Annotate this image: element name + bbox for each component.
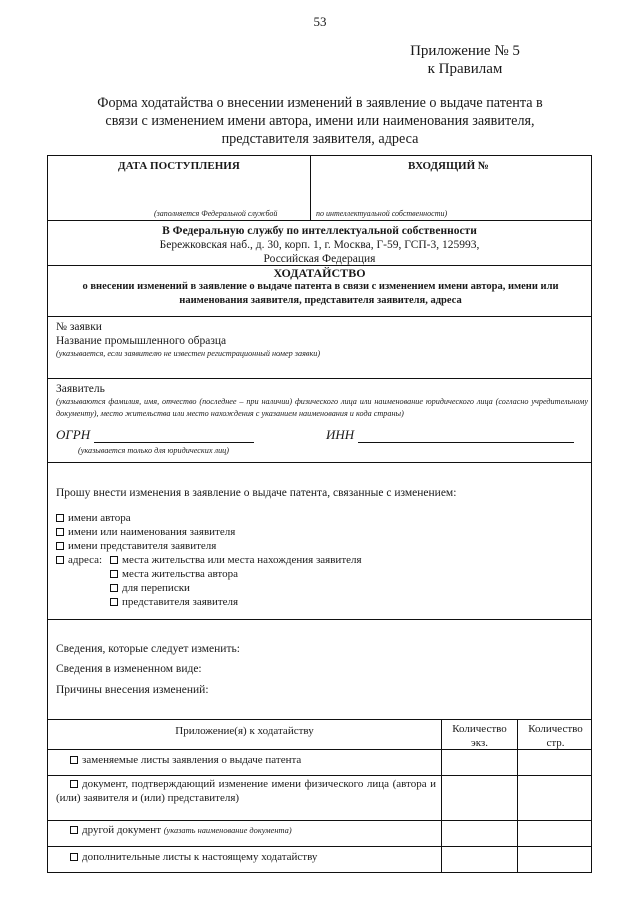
option-applicant-name[interactable]: имени или наименования заявителя bbox=[56, 526, 235, 539]
addressee-line1: В Федеральную службу по интеллектуальной собственности bbox=[162, 225, 477, 237]
petition-form bbox=[47, 155, 592, 873]
changes-intro: Прошу внести изменения в заявление о выдаче патента, связанные с изменением: bbox=[56, 487, 457, 499]
details-changed: Сведения в измененном виде: bbox=[56, 663, 202, 675]
checkbox[interactable] bbox=[56, 542, 64, 550]
copies-header bbox=[442, 722, 517, 750]
page-number: 53 bbox=[313, 14, 327, 29]
attachment-row-name-change-document[interactable]: документ, подтверждающий изменение имени физического лица (автора и (или) заявителя и (или) представителя) bbox=[56, 778, 436, 804]
attachment-row-additional-sheets[interactable]: дополнительные листы к настоящему ходатайству bbox=[70, 850, 317, 864]
checkbox[interactable] bbox=[110, 598, 118, 606]
option-author-name[interactable]: имени автора bbox=[56, 512, 131, 525]
petition-title: ХОДАТАЙСТВО bbox=[273, 266, 366, 280]
option-representative-name[interactable]: имени представителя заявителя bbox=[56, 540, 216, 553]
pages-header-line1: Количество bbox=[528, 723, 583, 735]
addressee-line2: Бережковская наб., д. 30, корп. 1, г. Москва, Г-59, ГСП-3, 125993, bbox=[159, 239, 480, 251]
attachment-row-replacement-sheets[interactable]: заменяемые листы заявления о выдаче патента bbox=[70, 753, 301, 767]
annex-line2: к Правилам bbox=[427, 61, 503, 77]
checkbox[interactable] bbox=[70, 853, 78, 861]
option-address-author[interactable]: места жительства автора bbox=[110, 568, 238, 581]
applicant-note: (указываются фамилия, имя, отчество (последнее – при наличии) физического лица или наименование юридического лица (согласно учредительному документу), место жительства или место нахождения с указанием наименования и кода страны) bbox=[56, 397, 588, 418]
design-name-label: Название промышленного образца bbox=[56, 335, 227, 347]
divider bbox=[48, 719, 591, 720]
applicant-label: Заявитель bbox=[56, 383, 105, 395]
divider bbox=[48, 775, 591, 776]
divider bbox=[48, 846, 591, 847]
inn-label: ИНН bbox=[326, 427, 355, 442]
checkbox[interactable] bbox=[110, 556, 118, 564]
addressee-line3: Российская Федерация bbox=[263, 253, 376, 265]
ogrn-field[interactable] bbox=[94, 430, 254, 443]
copies-header-line1: Количество bbox=[452, 723, 507, 735]
petition-subtitle: о внесении изменений в заявление о выдаче патента в связи с изменением имени автора, имени или наименования заявителя, представителя заявителя, адреса bbox=[82, 281, 559, 306]
option-address-correspondence[interactable]: для переписки bbox=[110, 582, 190, 595]
details-reasons: Причины внесения изменений: bbox=[56, 684, 209, 696]
checkbox[interactable] bbox=[70, 756, 78, 764]
pages-header-line2: стр. bbox=[546, 737, 565, 749]
pages-header bbox=[518, 722, 593, 750]
checkbox[interactable] bbox=[110, 570, 118, 578]
option-address[interactable]: адреса: bbox=[56, 554, 102, 567]
annex-line1: Приложение № 5 bbox=[410, 43, 520, 59]
annex-label bbox=[400, 42, 530, 78]
incoming-number-label: ВХОДЯЩИЙ № bbox=[408, 160, 489, 172]
divider bbox=[48, 220, 591, 221]
header-divider bbox=[310, 156, 311, 220]
document-title: Форма ходатайства о внесении изменений в заявление о выдаче патента в связи с изменением имени автора, имени или наименования заявителя, представителя заявителя, адреса bbox=[97, 95, 543, 147]
inn-field[interactable] bbox=[358, 430, 574, 443]
application-number-label: № заявки bbox=[56, 321, 102, 333]
copies-header-line2: экз. bbox=[470, 737, 488, 749]
checkbox[interactable] bbox=[56, 528, 64, 536]
divider bbox=[48, 462, 591, 463]
option-address-applicant[interactable]: места жительства или места нахождения заявителя bbox=[110, 554, 362, 567]
ogrn-label: ОГРН bbox=[56, 427, 91, 442]
header-note-left: (заполняется Федеральной службой bbox=[154, 209, 278, 218]
checkbox[interactable] bbox=[56, 556, 64, 564]
checkbox[interactable] bbox=[110, 584, 118, 592]
ogrn-note: (указывается только для юридических лиц) bbox=[78, 446, 230, 455]
other-document-note: (указать наименование документа) bbox=[163, 826, 292, 835]
application-note: (указывается, если заявителю не известен регистрационный номер заявки) bbox=[56, 349, 321, 358]
divider bbox=[48, 820, 591, 821]
attachment-row-other-document[interactable]: другой документ (указать наименование документа) bbox=[70, 823, 292, 838]
divider bbox=[48, 378, 591, 379]
details-to-change: Сведения, которые следует изменить: bbox=[56, 643, 240, 655]
header-note-right: по интеллектуальной собственности) bbox=[316, 209, 448, 218]
option-address-representative[interactable]: представителя заявителя bbox=[110, 596, 238, 609]
divider bbox=[48, 749, 591, 750]
checkbox[interactable] bbox=[56, 514, 64, 522]
checkbox[interactable] bbox=[70, 826, 78, 834]
divider bbox=[48, 619, 591, 620]
attachments-header: Приложение(я) к ходатайству bbox=[175, 725, 314, 737]
divider bbox=[48, 316, 591, 317]
checkbox[interactable] bbox=[70, 780, 78, 788]
receipt-date-label: ДАТА ПОСТУПЛЕНИЯ bbox=[118, 160, 240, 172]
